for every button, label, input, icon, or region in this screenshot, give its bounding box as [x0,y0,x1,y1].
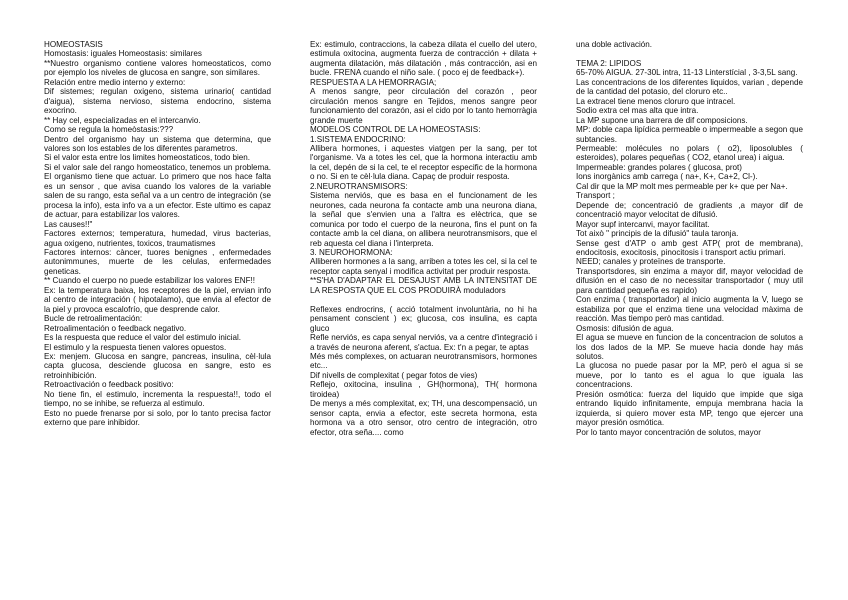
paragraph: 2.NEUROTRANSMISORS: [310,181,408,191]
paragraph: ** Hay cel, especializadas en el intercanvio. [44,115,201,125]
paragraph: Transport ; [576,191,615,201]
paragraph: Las causes!!" [44,219,93,229]
paragraph: **Nuestro organismo contiene valores homeostaticos, como por ejemplo los niveles de glucosa en sangre, son similares. [44,58,271,78]
paragraph: Si el valor sale del rango homeostatico, tenemos un problema. El organismo tiene que actuar. Lo primero que nos hace falta es un sensor , que avisa cuando los valores de la variable salen de su rango, esta señal va a un centro de integración (se procesa la info), esta info va a un efector. Este ultimo es capaz de actuar, para estabilizar los valores. [44,162,271,220]
paragraph: De menys a més complexitat, ex; TH, una descompensació, un sensor capta, envia a efector, este secreta hormona, esta hormona va a otro sensor, otro centro de integración, otro efector, otra seña.... como [310,399,537,437]
paragraph: Con enzima ( transportador) al inicio augmenta la V, luego se estabiliza por que el enzima tiene una velocidad màxima de reacción. Mas tiempo però mas cantidad. [576,295,803,324]
text-column-right [576,40,803,437]
paragraph: Reflejo, oxitocina, insulina , GH(hormona), TH( hormona tiroidea) [310,380,537,399]
paragraph: Sense gest d'ATP o amb gest ATP( prot de membrana), endocitosis, exocitosis, pinocitosis i transport actiu primari. [576,238,803,257]
paragraph: Cal dir que la MP molt mes permeable per k+ que per Na+. [576,181,788,191]
paragraph: A menos sangre, peor circulación del corazón , peor circulación menos sangre en Tejidos, menos sangre peor funcionamiento del corazón, asi el cido por lo tanto hemorràgia grande muerte [310,87,537,125]
paragraph: TEMA 2: LIPIDOS [576,58,642,68]
paragraph: Si el valor esta entre los limites homeostaticos, todo bien. [44,153,251,163]
paragraph: NEED; canales y proteïnes de transporte. [576,257,726,267]
paragraph: Transportsdores, sin enzima a mayor dif, mayor velocidad de difusión en el caso de no necessitar transportador ( muy util para cantidad pequeña es rapido) [576,266,803,295]
paragraph: Factores externos; temperatura, humedad, virus bacterias, agua oxigeno, nutrientes, toxicos, traumatismes [44,229,271,248]
paragraph: Dentro del organismo hay un sistema que determina, que valores son los estables de los diferentes parametros. [44,134,271,153]
paragraph: Mayor supf intercanvi, mayor facilitat. [576,219,710,229]
paragraph: Retroactivación o feedback positivo: [44,380,174,390]
paragraph: Homostasis: iguales Homeostasis: similares [44,49,202,59]
paragraph: La glucosa no puede pasar por la MP, però el agua si se mueve, por lo tanto es el agua lo que iguala las concentracions. [576,361,803,390]
paragraph: Las concentracions de los diferentes liquidos, varian , depende de la cantidad del potasio, del cloruro etc.. [576,77,803,97]
paragraph: Por lo tanto mayor concentración de solutos, mayor [576,427,761,437]
paragraph: Ions inorgànics amb carrega ( na+, K+, Ca+2, Cl-). [576,172,758,182]
paragraph: Como se regula la homeòstasis:??? [44,125,174,135]
paragraph: Presión osmótica: fuerza del liquido que impide que siga entrando liquido infinitamente, empuja membrana hacia la izquierda, si quiero mover esta MP, tengo que ejercer una mayor presión osmótica. [576,389,803,428]
paragraph: Sistema nerviós, que es basa en el funcionament de les neurones, cada neurona fa contacte amb una neurona diana, la señal que s'envien una a l'altra es elèctrica, que se comunica por todo el cuerpo de la neurona, fins el punt on fa contacte amb la cel diana, on allibera neurotransmisors, que el reb aquesta cel diana i l'interpreta. [310,191,537,248]
paragraph: **S'HA D'ADAPTAR EL DESAJUST AMB LA INTENSITAT DE LA RESPOSTA QUE EL COS PRODUIRÀ moduladors [310,276,537,295]
paragraph: Osmosis: difusión de agua. [576,323,674,333]
paragraph: Ex: la temperatura baixa, los receptores de la piel, envian info al centro de integración ( hipotalamo), que envia al efector de la piel y provoca escalofrío, que desprende calor. [44,285,271,314]
paragraph: Impermeable: grandes polares ( glucosa, prot) [576,162,743,172]
paragraph: Reflexes endrocrins, ( acció totalment involuntària, no hi ha pensament conscient ) ex; glucosa, cos insulina, es capta gluco [310,304,537,333]
paragraph [310,295,537,304]
paragraph: Factores internos: càncer, tuores benignes , enfermedades autonimmunes, muerte de les celulas, enfermedades geneticas. [44,247,271,276]
paragraph: Més més complexes, on actuaran neurotransmisors, hormones etc... [310,351,537,371]
paragraph: MODELOS CONTROL DE LA HOMEOSTASIS: [310,125,481,135]
paragraph: Refle nerviós, es capa senyal nerviós, va a centre d'integració i a través de neurona aferent, s'actua. Ex: t'n a pegar, te aptas [310,333,537,352]
paragraph: ** Cuando el cuerpo no puede estabilizar los valores ENF!! [44,276,256,286]
paragraph: Es la respuesta que reduce el valor del estimulo inicial. [44,333,242,343]
paragraph: Esto no puede frenarse por si solo, por lo tanto precisa factor externo que pare inhibidor. [44,408,271,428]
paragraph: MP: doble capa lipídica permeable o impermeable a segon que subtancies. [576,125,803,144]
text-column-left [44,40,271,428]
paragraph: 65-70% AIGUA. 27-30L intra, 11-13 Linterstícial , 3-3,5L sang. [576,68,798,78]
paragraph [576,49,803,58]
paragraph: Dif nivells de complexitat ( pegar fotos de vies) [310,370,478,380]
paragraph: La MP supone una barrera de dif composicions. [576,115,748,125]
paragraph: Depende de; concentració de gradients ,a mayor dif de concentració mayor velocitat de difusió. [576,200,803,220]
paragraph: HOMEOSTASIS [44,40,103,49]
paragraph: Retroalimentación o feedback negativo. [44,323,187,333]
paragraph: Alliberen hormones a la sang, arriben a totes les cel, si la cel te receptor capta senyal i modifica activitat per produir resposta. [310,257,537,276]
text-column-middle [310,40,537,437]
paragraph: Sodio extra cel mas alta que intra. [576,106,699,116]
paragraph: La extracel tiene menos cloruro que intracel. [576,96,736,106]
paragraph: Relación entre medio interno y externo: [44,77,186,87]
paragraph: Permeable: molécules no polars ( o2), liposolubles ( esteroides), polares pequeñas ( CO2, etanol urea) i aigua. [576,143,803,163]
paragraph: Tot això " principis de la difusió" taula taronja. [576,229,739,239]
paragraph: El estimulo y la respuesta tienen valores opuestos. [44,342,227,352]
paragraph: RESPUESTA A LA HEMORRAGIA; [310,77,437,87]
paragraph: Allibera hormones, i aquestes viatgen per la sang, per tot l'organisme. Va a totes les cel, que la hormona interactiu amb la cel, depén de si la cel, te el receptor especific de la hormona o no. Si en te cèl·lula diana. Capaç de produir resposta. [310,143,537,182]
paragraph: Ex: menjem. Glucosa en sangre, pancreas, insulina, cèl·lula capta glucosa, desciende glucosa en sangre, esto es retroinhibición. [44,351,271,380]
paragraph: una doble activación. [576,40,653,49]
paragraph: Bucle de retroalimentación: [44,314,143,324]
paragraph: No tiene fin, el estimulo, incrementa la respuesta!!, todo el tiempo, no se inhibe, se refuerza al estimulo. [44,389,271,409]
paragraph: El agua se mueve en funcion de la concentracion de solutos a los dos lados de la MP. Se mueve hacia donde hay más solutos. [576,333,803,361]
paragraph: 3. NEUROHORMONA: [310,247,393,257]
paragraph: Ex: estimulo, contraccions, la cabeza dilata el cuello del utero, estimula oxitocina, augmenta fuerza de contracción + dilata + augmenta dilatación, más dilatación , más contracción, asi en bucle. FRENA cuando el niño sale. ( poco ej de feedback+). [310,40,537,78]
paragraph: Dif sistemes; regulan oxigeno, sistema urinario( cantidad d'aigua), sistema nervioso, sistema endocrino, sistema exocrino. [44,87,271,116]
paragraph: 1.SISTEMA ENDOCRINO: [310,134,406,144]
